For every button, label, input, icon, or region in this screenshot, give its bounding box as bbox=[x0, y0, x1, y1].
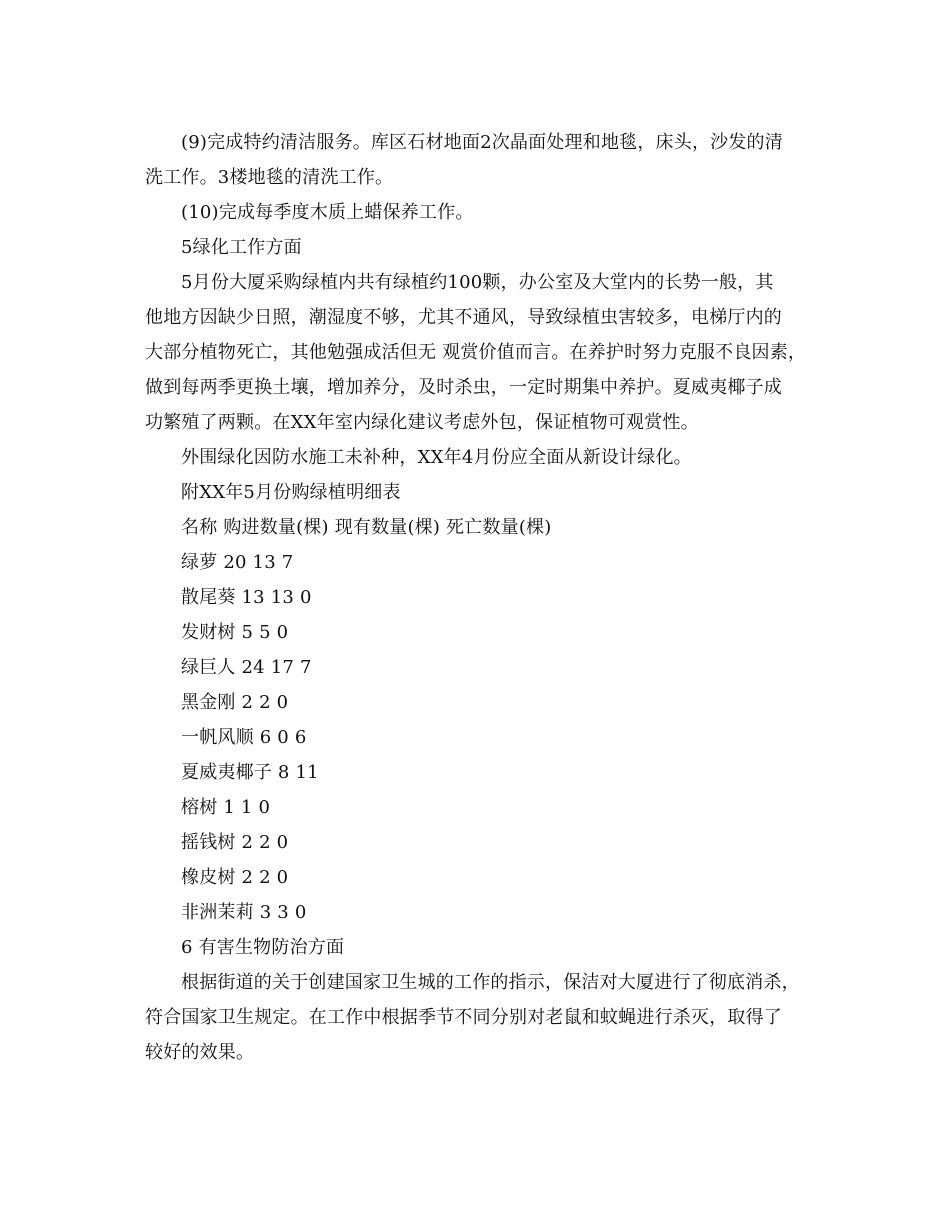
table-header-row: 名称 购进数量(棵) 现有数量(棵) 死亡数量(棵) bbox=[181, 517, 552, 538]
table-row: 一帆风顺 6 0 6 bbox=[181, 727, 307, 748]
pest-control-paragraph-line-3: 较好的效果。 bbox=[145, 1042, 255, 1063]
section-6-heading: 6 有害生物防治方面 bbox=[181, 937, 345, 958]
greening-paragraph-line-3: 大部分植物死亡，其他勉强成活但无 观赏价值而言。在养护时努力克服不良因素， bbox=[145, 342, 807, 363]
pest-control-paragraph-line-1: 根据街道的关于创建国家卫生城的工作的指示，保洁对大厦进行了彻底消杀， bbox=[181, 972, 800, 993]
greening-paragraph-line-2: 他地方因缺少日照，潮湿度不够，尤其不通风，导致绿植虫害较多，电梯厅内的 bbox=[145, 307, 782, 328]
paragraph-9-line-1: (9)完成特约清洁服务。库区石材地面2次晶面处理和地毯，床头，沙发的清 bbox=[181, 132, 783, 153]
table-row: 绿巨人 24 17 7 bbox=[181, 657, 312, 678]
section-5-heading: 5绿化工作方面 bbox=[181, 237, 302, 258]
paragraph-9-line-2: 洗工作。3楼地毯的清洗工作。 bbox=[145, 167, 394, 188]
table-row: 榕树 1 1 0 bbox=[181, 797, 271, 818]
paragraph-10: (10)完成每季度木质上蜡保养工作。 bbox=[181, 202, 474, 223]
table-row: 橡皮树 2 2 0 bbox=[181, 867, 289, 888]
table-row: 摇钱树 2 2 0 bbox=[181, 832, 289, 853]
outdoor-greening-paragraph: 外围绿化因防水施工未补种，XX年4月份应全面从新设计绿化。 bbox=[181, 447, 692, 468]
greening-paragraph-line-4: 做到每两季更换土壤，增加养分，及时杀虫，一定时期集中养护。夏威夷椰子成 bbox=[145, 377, 782, 398]
table-row: 发财树 5 5 0 bbox=[181, 622, 289, 643]
table-row: 散尾葵 13 13 0 bbox=[181, 587, 312, 608]
table-caption: 附XX年5月份购绿植明细表 bbox=[181, 482, 401, 503]
table-row: 绿萝 20 13 7 bbox=[181, 552, 294, 573]
greening-paragraph-line-5: 功繁殖了两颗。在XX年室内绿化建议考虑外包，保证植物可观赏性。 bbox=[145, 412, 699, 433]
pest-control-paragraph-line-2: 符合国家卫生规定。在工作中根据季节不同分别对老鼠和蚊蝇进行杀灭，取得了 bbox=[145, 1007, 782, 1028]
table-row: 非洲茉莉 3 3 0 bbox=[181, 902, 307, 923]
table-row: 黑金刚 2 2 0 bbox=[181, 692, 289, 713]
greening-paragraph-line-1: 5月份大厦采购绿植内共有绿植约100颗，办公室及大堂内的长势一般，其 bbox=[181, 272, 774, 293]
table-row: 夏威夷椰子 8 11 bbox=[181, 762, 319, 783]
